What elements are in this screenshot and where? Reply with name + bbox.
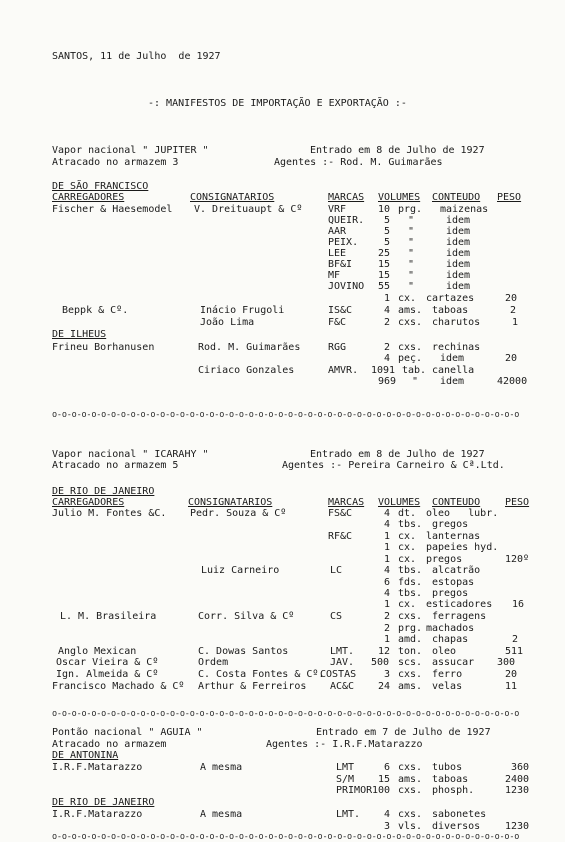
- qty-cell: 1: [384, 554, 391, 565]
- ship1-agents: Agentes :- Rod. M. Guimarães: [274, 157, 443, 168]
- content-cell: taboas: [432, 305, 469, 316]
- ship1-header-marks: MARCAS: [328, 192, 365, 203]
- mark-cell: MF: [328, 270, 341, 281]
- unit-cell: cx.: [398, 599, 417, 610]
- qty-cell: 15: [378, 270, 391, 281]
- weight-cell: 2: [510, 305, 517, 316]
- weight-cell: 2400: [505, 774, 530, 785]
- weight-cell: 20: [505, 293, 518, 304]
- content-cell: taboas: [432, 774, 469, 785]
- qty-cell: 5: [384, 226, 391, 237]
- unit-cell: ": [408, 215, 415, 226]
- ship1-header-volumes: VOLUMES: [378, 192, 421, 203]
- consignee-cell: V. Dreituaupt & Cº: [194, 204, 303, 215]
- unit-cell: cxs.: [398, 669, 423, 680]
- mark-cell: RF&C: [328, 531, 353, 542]
- shipper-cell: Beppk & Cº.: [62, 305, 129, 316]
- shipper-cell: Julio M. Fontes &C.: [52, 508, 167, 519]
- qty-cell: 3: [384, 669, 391, 680]
- content-cell: ferro: [432, 669, 463, 680]
- separator-line: o-o-o-o-o-o-o-o-o-o-o-o-o-o-o-o-o-o-o-o-o-o-o-o-o-o-o-o-o-o-o-o-o-o-o-o-o-o-o-o-o-o-o-o-o-o-o-o: [52, 710, 520, 719]
- unit-cell: ams.: [398, 305, 423, 316]
- mark-cell: LMT: [336, 762, 355, 773]
- content-cell: rechinas: [432, 342, 481, 353]
- ship1-header-shippers: CARREGADORES: [52, 192, 125, 203]
- consignee-cell: Arthur & Ferreiros: [198, 681, 307, 692]
- qty-cell: 5: [384, 237, 391, 248]
- qty-cell: 4: [384, 809, 391, 820]
- qty-cell: 2: [384, 342, 391, 353]
- qty-cell: 1: [384, 293, 391, 304]
- unit-cell: tbs.: [398, 565, 423, 576]
- content-cell: ferragens: [432, 611, 487, 622]
- consignee-cell: Ciriaco Gonzales: [198, 365, 295, 376]
- content-cell: estopas: [432, 577, 475, 588]
- unit-cell: ": [408, 226, 415, 237]
- ship1-origin-1: DE SÃO FRANCISCO: [52, 181, 149, 192]
- content-cell: idem: [446, 259, 471, 270]
- mark-cell: VRF: [328, 204, 347, 215]
- unit-cell: tbs.: [398, 519, 423, 530]
- ship1-header-consignees: CONSIGNATARIOS: [190, 192, 275, 203]
- mark-cell: AMVR.: [328, 365, 359, 376]
- shipper-cell: I.R.F.Matarazzo: [52, 762, 143, 773]
- consignee-cell: Ordem: [198, 657, 229, 668]
- qty-cell: 1: [384, 599, 391, 610]
- content-cell: alcatrão: [432, 565, 481, 576]
- content-cell: phosph.: [432, 785, 475, 796]
- ship3-origin-2: DE RIO DE JANEIRO: [52, 797, 155, 808]
- content-cell: idem: [446, 248, 471, 259]
- qty-cell: 4: [384, 588, 391, 599]
- unit-cell: ": [408, 237, 415, 248]
- shipper-cell: Anglo Mexican: [58, 646, 137, 657]
- qty-cell: 6: [384, 577, 391, 588]
- consignee-cell: Luiz Carneiro: [201, 565, 280, 576]
- weight-cell: 1230: [505, 785, 530, 796]
- weight-cell: 20: [505, 353, 518, 364]
- qty-cell: 55: [378, 281, 391, 292]
- content-cell: diversos: [432, 821, 481, 832]
- ship2-vessel: Vapor nacional " ICARAHY ": [52, 449, 209, 460]
- ship2-agents: Agentes :- Pereira Carneiro & Cª.Ltd.: [282, 460, 505, 471]
- qty-cell: 2: [384, 611, 391, 622]
- unit-cell: cx.: [398, 293, 417, 304]
- unit-cell: cxs.: [398, 611, 423, 622]
- mark-cell: JAV.: [330, 657, 355, 668]
- content-cell: canella: [432, 365, 475, 376]
- qty-cell: 4: [384, 508, 391, 519]
- unit-cell: scs.: [398, 657, 423, 668]
- content-cell: papeies hyd.: [426, 542, 499, 553]
- unit-cell: amd.: [398, 634, 423, 645]
- mark-cell: FS&C: [328, 508, 353, 519]
- unit-cell: cxs.: [398, 762, 423, 773]
- unit-cell: cx.: [398, 531, 417, 542]
- qty-cell: 1: [384, 531, 391, 542]
- ship1-arrival: Entrado em 8 de Julho de 1927: [310, 145, 485, 156]
- mark-cell: LMT.: [336, 809, 361, 820]
- qty-cell: 2: [384, 317, 391, 328]
- content-cell: idem: [446, 270, 471, 281]
- ship2-header-volumes: VOLUMES: [378, 497, 421, 508]
- weight-cell: 120º: [505, 554, 530, 565]
- qty-cell: 500: [371, 657, 390, 668]
- unit-cell: ": [408, 281, 415, 292]
- unit-cell: fds.: [398, 577, 423, 588]
- dateline: SANTOS, 11 de Julho de 1927: [52, 51, 221, 62]
- shipper-cell: Frineu Borhanusen: [52, 342, 155, 353]
- content-cell: oleo lubr.: [426, 508, 499, 519]
- consignee-cell: Corr. Silva & Cº: [198, 611, 295, 622]
- weight-cell: 16: [512, 599, 525, 610]
- content-cell: sabonetes: [432, 809, 487, 820]
- qty-cell: 15: [378, 774, 391, 785]
- unit-cell: cxs.: [398, 809, 423, 820]
- weight-cell: 1230: [505, 821, 530, 832]
- qty-cell: 2: [384, 623, 391, 634]
- qty-cell: 4: [384, 305, 391, 316]
- content-cell: assucar: [432, 657, 475, 668]
- content-cell: maizenas: [440, 204, 489, 215]
- mark-cell: CS: [330, 611, 343, 622]
- qty-cell: 5: [384, 215, 391, 226]
- weight-cell: 1: [512, 317, 519, 328]
- unit-cell: cx.: [398, 542, 417, 553]
- unit-cell: ": [408, 259, 415, 270]
- content-cell: gregos: [432, 519, 469, 530]
- qty-cell: 1091: [371, 365, 396, 376]
- separator-line: o-o-o-o-o-o-o-o-o-o-o-o-o-o-o-o-o-o-o-o-o-o-o-o-o-o-o-o-o-o-o-o-o-o-o-o-o-o-o-o-o-o-o-o-o-o-o-o: [52, 411, 520, 420]
- content-cell: idem: [446, 237, 471, 248]
- weight-cell: 511: [505, 646, 524, 657]
- mark-cell: PEIX.: [328, 237, 359, 248]
- unit-cell: cx.: [398, 554, 417, 565]
- content-cell: cartazes: [426, 293, 475, 304]
- mark-cell: AC&C: [330, 681, 355, 692]
- content-cell: chapas: [432, 634, 469, 645]
- weight-cell: 300: [497, 657, 516, 668]
- unit-cell: ": [408, 270, 415, 281]
- qty-cell: 6: [384, 762, 391, 773]
- ship2-header-consignees: CONSIGNATARIOS: [188, 497, 273, 508]
- qty-cell: 969: [378, 376, 397, 387]
- ship1-header-weight: PESO: [497, 192, 522, 203]
- qty-cell: 25: [378, 248, 391, 259]
- weight-cell: 11: [505, 681, 518, 692]
- mark-cell: COSTAS: [320, 669, 357, 680]
- weight-cell: 360: [511, 762, 530, 773]
- ship2-header-contents: CONTEUDO: [432, 497, 481, 508]
- shipper-cell: L. M. Brasileira: [60, 611, 157, 622]
- ship3-origin-1: DE ANTONINA: [52, 750, 119, 761]
- consignee-cell: C. Costa Fontes & Cº.: [198, 669, 325, 680]
- ship2-arrival: Entrado em 8 de Julho de 1927: [310, 449, 485, 460]
- unit-cell: vls.: [398, 821, 423, 832]
- unit-cell: dt.: [398, 508, 417, 519]
- separator-line: o-o-o-o-o-o-o-o-o-o-o-o-o-o-o-o-o-o-o-o-o-o-o-o-o-o-o-o-o-o-o-o-o-o-o-o-o-o-o-o-o-o-o-o-o-o-o-o: [52, 833, 520, 842]
- mark-cell: LMT.: [330, 646, 355, 657]
- shipper-cell: Francisco Machado & Cº: [52, 681, 185, 692]
- unit-cell: tab.: [402, 365, 427, 376]
- mark-cell: S/M: [336, 774, 355, 785]
- content-cell: pregos: [426, 554, 463, 565]
- mark-cell: AAR: [328, 226, 347, 237]
- ship3-vessel: Pontão nacional " AGUIA ": [52, 727, 203, 738]
- ship2-header-weight: PESO: [505, 497, 530, 508]
- qty-cell: 15: [378, 259, 391, 270]
- ship2-origin-1: DE RIO DE JANEIRO: [52, 486, 155, 497]
- mark-cell: F&C: [328, 317, 347, 328]
- qty-cell: 4: [384, 519, 391, 530]
- consignee-cell: Pedr. Souza & Cº: [190, 508, 287, 519]
- unit-cell: ton.: [398, 646, 423, 657]
- content-cell: idem: [446, 281, 471, 292]
- shipper-cell: I.R.F.Matarazzo: [52, 809, 143, 820]
- qty-cell: 4: [384, 353, 391, 364]
- weight-cell: 2: [512, 634, 519, 645]
- unit-cell: cxs.: [398, 317, 423, 328]
- qty-cell: 3: [384, 821, 391, 832]
- shipper-cell: Fischer & Haesemodel: [52, 204, 173, 215]
- unit-cell: ams.: [398, 681, 423, 692]
- qty-cell: 12: [378, 646, 391, 657]
- weight-cell: 20: [505, 669, 518, 680]
- content-cell: lanternas: [426, 531, 481, 542]
- consignee-cell: João Lima: [200, 317, 255, 328]
- content-cell: machados: [426, 623, 475, 634]
- content-cell: idem: [446, 226, 471, 237]
- ship3-berth: Atracado no armazem: [52, 739, 167, 750]
- mark-cell: JOVINO: [328, 281, 365, 292]
- qty-cell: 1: [384, 542, 391, 553]
- mark-cell: BF&I: [328, 259, 353, 270]
- unit-cell: ": [412, 376, 419, 387]
- consignee-cell: A mesma: [200, 809, 243, 820]
- mark-cell: PRIMOR: [336, 785, 373, 796]
- mark-cell: LEE: [328, 248, 347, 259]
- ship1-vessel: Vapor nacional " JUPITER ": [52, 145, 209, 156]
- shipper-cell: Oscar Vieira & Cº: [56, 657, 159, 668]
- unit-cell: tbs.: [398, 588, 423, 599]
- content-cell: velas: [432, 681, 463, 692]
- qty-cell: 1: [384, 634, 391, 645]
- consignee-cell: C. Dowas Santos: [198, 646, 289, 657]
- document-title: -: MANIFESTOS DE IMPORTAÇÃO E EXPORTAÇÃO :-: [148, 98, 407, 109]
- unit-cell: cxs.: [398, 785, 423, 796]
- consignee-cell: Inácio Frugoli: [200, 305, 285, 316]
- unit-cell: cxs.: [398, 342, 423, 353]
- content-cell: idem: [446, 215, 471, 226]
- ship3-arrival: Entrado em 7 de Julho de 1927: [316, 727, 491, 738]
- qty-cell: 4: [384, 565, 391, 576]
- unit-cell: prg.: [398, 623, 423, 634]
- unit-cell: prg.: [398, 204, 423, 215]
- qty-cell: 10: [378, 204, 391, 215]
- mark-cell: RGG: [328, 342, 347, 353]
- ship3-agents: Agentes :- I.R.F.Matarazzo: [266, 739, 423, 750]
- content-cell: idem: [440, 353, 465, 364]
- content-cell: pregos: [432, 588, 469, 599]
- content-cell: oleo: [432, 646, 457, 657]
- ship1-header-contents: CONTEUDO: [432, 192, 481, 203]
- unit-cell: ": [408, 248, 415, 259]
- content-cell: charutos: [432, 317, 481, 328]
- consignee-cell: Rod. M. Guimarães: [198, 342, 301, 353]
- shipper-cell: Ign. Almeida & Cº: [56, 669, 159, 680]
- consignee-cell: A mesma: [200, 762, 243, 773]
- mark-cell: LC: [330, 565, 343, 576]
- ship1-origin-2: DE ILHEUS: [52, 329, 107, 340]
- content-cell: idem: [440, 376, 465, 387]
- unit-cell: peç.: [398, 353, 423, 364]
- content-cell: esticadores: [426, 599, 493, 610]
- mark-cell: IS&C: [328, 305, 353, 316]
- qty-cell: 100: [372, 785, 391, 796]
- ship2-berth: Atracado no armazem 5: [52, 460, 179, 471]
- ship1-berth: Atracado no armazem 3: [52, 157, 179, 168]
- weight-cell: 42000: [497, 376, 528, 387]
- qty-cell: 24: [378, 681, 391, 692]
- content-cell: tubos: [432, 762, 463, 773]
- ship2-header-marks: MARCAS: [328, 497, 365, 508]
- ship2-header-shippers: CARREGADORES: [52, 497, 125, 508]
- unit-cell: ams.: [398, 774, 423, 785]
- mark-cell: QUEIR.: [328, 215, 365, 226]
